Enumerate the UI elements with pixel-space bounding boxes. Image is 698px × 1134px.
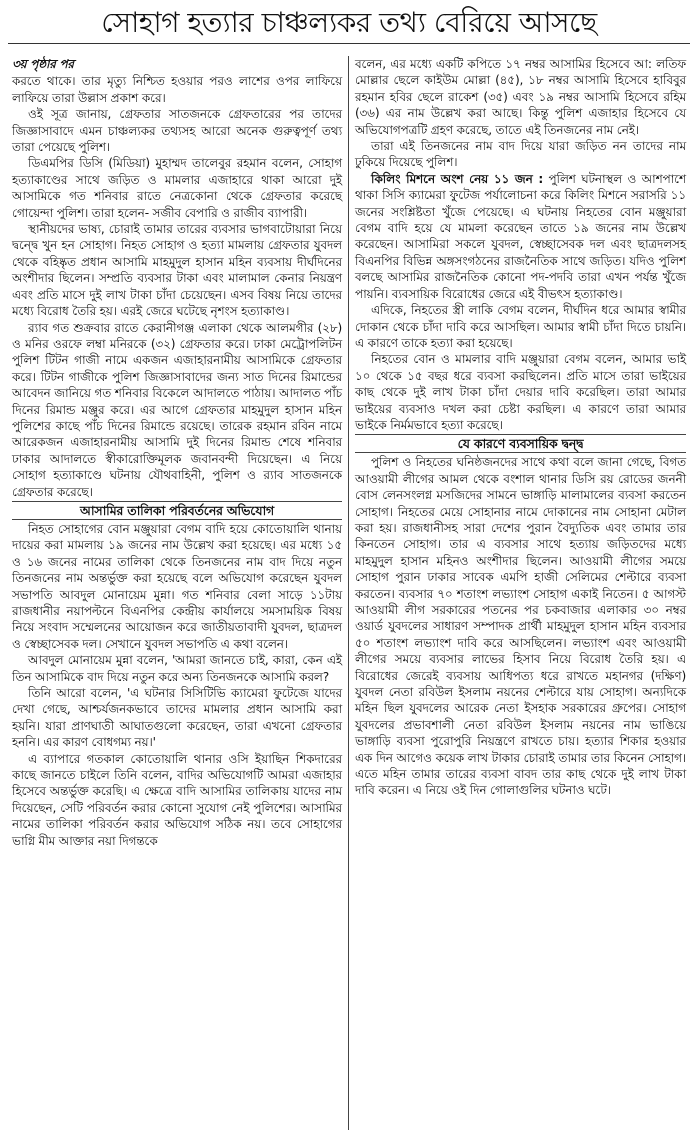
news-page xyxy=(0,6,698,1134)
paragraph: ডিএমপির ডিসি (মিডিয়া) মুহাম্মদ তালেবুর রহমান বলেন, সোহাগ হত্যাকাণ্ডের সাথে জড়িত ও মামলার এজাহারে থাকা আরো দুই আসামিকে গত শনিবার রাতে নেত্রকোনা থেকে গ্রেফতার করেছে গোয়েন্দা পুলিশ। তারা হলেন- সজীব বেপারি ও রাজীব ব্যাপারী। xyxy=(12,156,342,220)
paragraph: এদিকে, নিহতের স্ত্রী লাকি বেগম বলেন, দীর্ঘদিন ধরে আমার স্বামীর দোকান থেকে চাঁদা দাবি করে আসছিল। আমার স্বামী চাঁদা দিতে চায়নি। এ কারণে তাকে হত্যা করা হয়েছে। xyxy=(355,303,686,350)
paragraph: তিনি আরো বলেন, 'এ ঘটনার সিসিটিভি ক্যামেরা ফুটেজে যাদের দেখা গেছে, আশ্চর্যজনকভাবে তাদের মামলার প্রধান আসামি করা হয়নি। যারা প্রাণঘাতী আঘাতগুলো করেছেন, তারা এখনো গ্রেফতার হননি। এর কারণ বোধগম্য নয়।' xyxy=(12,686,342,750)
subheading: আসামির তালিকা পরিবর্তনের অভিযোগ xyxy=(12,501,342,520)
article-body xyxy=(6,56,692,1130)
paragraph: করতে থাকে। তার মৃত্যু নিশ্চিত হওয়ার পরও লাশের ওপর লাফিয়ে লাফিয়ে তারা উল্লাস প্রকাশ করে। xyxy=(12,74,342,105)
inline-subheading: কিলিং মিশনে অংশ নেয় ১১ জন : xyxy=(371,171,544,186)
paragraph: নিহতের বোন ও মামলার বাদি মঞ্জুয়ারা বেগম বলেন, আমার ভাই ১০ থেকে ১৫ বছর ধরে ব্যবসা করছিলেন। প্রতি মাসে তারা ভাইয়ের কাছ থেকে দুই লাখ টাকা চাঁদা দেয়ার দাবি করেছিল। তারা আমার ভাইয়ের ব্যবসাও দখল করা চেষ্টা করছিল। এ কারণে তারা আমার ভাইকে নির্মমভাবে হত্যা করেছে। xyxy=(355,352,686,432)
paragraph xyxy=(355,171,686,302)
paragraph: স্থানীয়দের ভাষ্য, চোরাই তামার তারের ব্যবসার ভাগবাটোয়ারা নিয়ে দ্বন্দ্বে খুন হন সোহাগ। নিহত সোহাগ ও হত্যা মামলায় গ্রেফতার যুবদল থেকে বহিষ্কৃত প্রধান আসামি মাহমুদুল হাসান মহিন ব্যবসায় দীর্ঘদিনের অংশীদার ছিলেন। সম্প্রতি ব্যবসার টাকা এবং মালামাল কেনার নিয়ন্ত্রণ এবং প্রতি মাসে দুই লাখ টাকা চাঁদা চেয়েছেন। এসব বিষয় নিয়ে তাদের মধ্যে বিরোধ তৈরি হয়। এরই জেরে ঘটেছে নৃশংস হত্যাকাণ্ড। xyxy=(12,222,342,319)
paragraph-text: পুলিশ ঘটনাস্থল ও আশপাশে থাকা সিসি ক্যামেরা ফুটেজ পর্যালোচনা করে কিলিং মিশনে সরাসরি ১১ জনের সংশ্লিষ্টতা খুঁজে পেয়েছে। এ ঘটনায় নিহতের বোন মঞ্জুয়ারা বেগম বাদি হয়ে যে মামলা করেছেন তাতে ১৯ জনের নাম উল্লেখ করেছেন। আসামিরা সকলে যুবদল, স্বেচ্ছাসেবক দল এবং ছাত্রদলসহ বিএনপির বিভিন্ন অঙ্গসংগঠনের রাজনৈতিক সাথে জড়িত। যদিও পুলিশ বলছে আসামির রাজনৈতিক কোনো পদ-পদবি তারা এখন পর্যন্ত খুঁজে পায়নি। ব্যবসায়িক বিরোধের জেরে এই বীভৎস হত্যাকাণ্ড। xyxy=(355,171,686,301)
paragraph: র‍্যাব গত শুক্রবার রাতে কেরানীগঞ্জ এলাকা থেকে আলমগীর (২৮) ও মনির ওরফে লম্বা মনিরকে (৩২) গ্রেফতার করে। ঢাকা মেট্রোপলিটন পুলিশ টিটন গাজী নামে একজন এজাহারনামীয় আসামিকে গ্রেফতার করে। টিটন গাজীকে পুলিশ জিজ্ঞাসাবাদের জন্য সাত দিনের রিমান্ডের আবেদন জানিয়ে গত শনিবার বিকেলে আদালতে পাঠায়। আদালত পাঁচ দিনের রিমান্ড মঞ্জুর করে। এর আগে গ্রেফতার মাহমুদুল হাসান মহিন পুলিশের কাছে পাঁচ দিনের রিমান্ডে রয়েছে। তারেক রহমান রবিন নামে আরেকজন এজাহারনামীয় আসামি দুই দিনের রিমান্ড শেষে শনিবার ঢাকার আদালতে স্বীকারোক্তিমূলক জবানবন্দী দিয়েছেন। এ নিয়ে সোহাগ হত্যাকাণ্ডে ঘটনায় যৌথবাহিনী, পুলিশ ও র‍্যাব সাতজনকে গ্রেফতার করেছে। xyxy=(12,320,342,499)
paragraph: আবদুল মোনায়েম মুন্না বলেন, 'আমরা জানতে চাই, কারা, কেন এই তিন আসামিকে বাদ দিয়ে নতুন করে অন্য তিনজনকে আসামি করল? xyxy=(12,653,342,684)
paragraph: বলেন, এর মধ্যে একটি কপিতে ১৭ নম্বর আসামির হিসেবে আ: লতিফ মোল্লার ছেলে কাইউম মোল্লা (৪৫), ১৮ নম্বর আসামি হিসেবে হাবিবুর রহমান হবির ছেলে রাকেশ (৩৫) এবং ১৯ নম্বর আসামি হিসেবে রহিম (৩৬) এর নাম উল্লেখ করা আছে। কিন্তু পুলিশ এজাহার হিসেবে যে অভিযোগপত্রটি গ্রহণ করেছে, তাতে এই তিনজনের নাম নেই। xyxy=(355,57,686,137)
article-headline: সোহাগ হত্যার চাঞ্চল্যকর তথ্য বেরিয়ে আসছে xyxy=(8,6,690,44)
paragraph: পুলিশ ও নিহতের ঘনিষ্ঠজনদের সাথে কথা বলে জানা গেছে, বিগত আওয়ামী লীগের আমল থেকে বংশাল থানার ডিসি রয় রোডের জননী বোস লেনসংলগ্ন মসজিদের সামনে ভাঙ্গাড়ি মালামালের ব্যবসা করতেন সোহাগ। নিহতের মেয়ে সোহানার নামে দোকানের নাম সোহানা মেটাল করা হয়। রাজধানীসহ সারা দেশের পুরান বৈদ্যুতিক এবং তামার তার কিনতেন সোহাগ। তার এ ব্যবসার সাথে হত্যায় জড়িতদের মধ্যে মাহমুদুল হাসান মহিনও অংশীদার ছিলেন। আওয়ামী লীগের সময়ে সোহাগ পুরান ঢাকার সাবেক এমপি হাজী সেলিমের শেল্টারে ব্যবসা করতেন। ব্যবসার ৭০ শতাংশ লভ্যাংশ সোহাগ একাই নিতেন। ৫ আগস্ট আওয়ামী লীগ সরকারের পতনের পর চকবাজার এলাকার ৩০ নম্বর ওয়ার্ড যুবদলের সাধারণ সম্পাদক প্রার্থী মাহমুদুল হাসান মহিন ব্যবসার ৫০ শতাংশ লভ্যাংশ দাবি করে আসছিলেন। লভ্যাংশ এবং আওয়ামী লীগের সময়ে ব্যবসার লাভের হিসাব নিয়ে বিরোধ তৈরি হয়। এ বিরোধের জেরেই ব্যবসায় আধিপত্য ধরে রাখতে মহানগর (দক্ষিণ) যুবদল নেতা রবিউল ইসলাম নয়নের শেল্টারে যায় সোহাগ। অন্যদিকে মহিন ছিল যুবদলের আরেক নেতা ইসহাক সরকারের গ্রুপের। সোহাগ যুবদলের প্রভাবশালী নেতা রবিউল ইসলাম নয়নের নাম ভাঙিয়ে ভাঙ্গাড়ি ব্যবসা পুরোপুরি নিয়ন্ত্রণে রাখতে চায়। হত্যার শিকার হওয়ার এক দিন আগেও কয়েক লাখ টাকার চোরাই তামার তার কিনেন সোহাগ। এতে মহিন তামার তারের ব্যবসা বাবদ তার কাছ থেকে দুই লাখ টাকা দাবি করেন। এ নিয়ে ওই দিন গোলাগুলির ঘটনাও ঘটে। xyxy=(355,455,686,798)
paragraph: ওই সূত্র জানায়, গ্রেফতার সাতজনকে গ্রেফতারের পর তাদের জিজ্ঞাসাবাদে এমন চাঞ্চল্যকর তথ্যসহ আরো অনেক গুরুত্বপূর্ণ তথ্য তারা পেয়েছে পুলিশ। xyxy=(12,107,342,155)
left-column xyxy=(6,56,349,1130)
paragraph: এ ব্যাপারে গতকাল কোতোয়ালি থানার ওসি ইয়াছিন শিকদারের কাছে জানতে চাইলে তিনি বলেন, বাদির অভিযোগটি আমরা এজাহার হিসেবে অন্তর্ভুক্ত করেছি। এ ক্ষেত্রে বাদি আসামির তালিকায় যাদের নাম দিয়েছেন, সেটি পরিবর্তন করার কোনো সুযোগ নেই পুলিশের। আসামির নামের তালিকা পরিবর্তন করার অভিযোগ সঠিক নয়। তবে সোহাগের ভাগ্নি মীম আক্তার নয়া দিগন্তকে xyxy=(12,751,342,848)
subheading: যে কারণে ব্যবসায়িক দ্বন্দ্ব xyxy=(355,434,686,453)
continued-from-label: ৩য় পৃষ্ঠার পর xyxy=(12,57,74,71)
paragraph: তারা এই তিনজনের নাম বাদ দিয়ে যারা জড়িত নন তাদের নাম ঢুকিয়ে দিয়েছে পুলিশ। xyxy=(355,139,686,170)
paragraph: নিহত সোহাগের বোন মঞ্জুয়ারা বেগম বাদি হয়ে কোতোয়ালি থানায় দায়ের করা মামলায় ১৯ জনের নাম উল্লেখ করা হয়েছে। এর মধ্যে ১৫ ও ১৬ জনের নামের তালিকা থেকে তিনজনের নাম বাদ দিয়ে নতুন তিনজনের নাম অন্তর্ভুক্ত করা হয়েছে বলে অভিযোগ করেছেন যুবদল সভাপতি আবদুল মোনায়েম মুন্না। গত শনিবার বেলা সাড়ে ১১টায় রাজধানীর নয়াপল্টনে বিএনপির কেন্দ্রীয় কার্যালয়ে সমসাময়িক বিষয় নিয়ে সংবাদ সম্মেলনের আয়োজন করে জাতীয়তাবাদী যুবদল, ছাত্রদল ও স্বেচ্ছাসেবক দল। সেখানে যুবদল সভাপতি এ কথা বলেন। xyxy=(12,521,342,651)
right-column xyxy=(349,56,692,1130)
